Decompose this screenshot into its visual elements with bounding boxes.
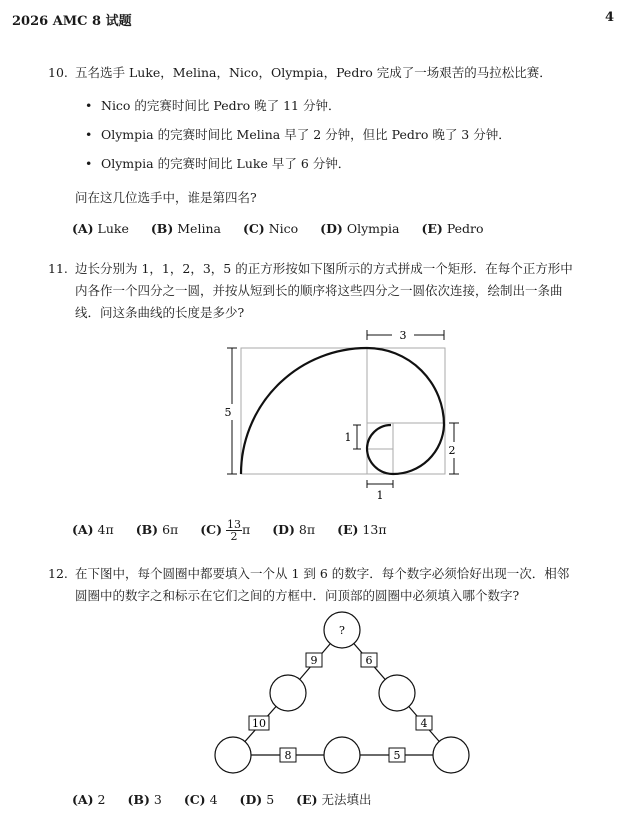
q10-choice-b: (B) Melina [150,221,221,236]
q12-box-bottom-right-value: 5 [393,749,401,762]
q11-label-bottom: 1 [376,489,384,502]
q11-label-top: 3 [399,329,407,342]
q11-line-2: 内各作一个四分之一圆，并按从短到长的顺序将这些四分之一圆依次连接，绘制出一条曲 [75,283,563,298]
page-header-title: 2026 AMC 8 试题 [12,14,132,29]
page-number: 4 [605,10,615,25]
q12-choices [72,792,390,808]
q11-choice-c-fraction: $\frac{13}{2}$ [227,518,242,543]
q11-choice-c: (C) $\frac{13}{2}$ π [200,518,251,543]
q12-circle-mid-left [270,675,306,711]
q12-box-top-right-value: 6 [365,654,373,667]
q10-choice-d: (D) Olympia [320,221,400,236]
q11-choice-e: (E) 13π [337,522,387,537]
q12-top-circle-label: ? [339,624,345,637]
q12-choice-d: (D) 5 [239,792,275,807]
q11-choice-d: (D) 8π [272,522,316,537]
q11-line-1: 边长分别为 1，1，2，3，5 的正方形按如下图所示的方式拼成一个矩形．在每个正方形中 [75,261,573,276]
q12-choice-e: (E) 无法填出 [296,792,372,807]
q10-choice-a: (A) Luke [72,221,129,236]
q10-choice-e: (E) Pedro [421,221,484,236]
q12-box-mid-right-value: 4 [420,717,428,730]
q10-stem: 五名选手 Luke，Melina，Nico，Olympia，Pedro 完成了一场艰苦的马拉松比赛． [75,65,552,80]
q10-number: 10. [48,65,68,80]
q12-circle-bottom-right [433,737,469,773]
q10-question: 问在这几位选手中，谁是第四名? [75,190,257,205]
q12-box-mid-left-value: 10 [252,717,266,730]
q12-circle-mid-right [379,675,415,711]
q11-number: 11. [48,261,68,276]
q10-bullet-2: • Olympia 的完赛时间比 Melina 早了 2 分钟，但比 Pedro 晚了 3 分钟． [101,127,511,143]
q10-choice-c: (C) Nico [242,221,299,236]
q12-line-2: 圆圈中的数字之和标示在它们之间的方框中．问顶部的圆圈中必须填入哪个数字? [75,588,520,603]
q12-number: 12. [48,566,68,581]
q10-bullet-1: • Nico 的完赛时间比 Pedro 晚了 11 分钟． [101,98,340,114]
q12-choice-c: (C) 4 [183,792,218,807]
q12-line-1: 在下图中，每个圆圈中都要填入一个从 1 到 6 的数字．每个数字必须恰好出现一次．相邻 [75,566,570,581]
q11-choice-a: (A) 4π [72,522,114,537]
q12-choice-a: (A) 2 [72,792,106,807]
q12-circle-bottom-mid [324,737,360,773]
q12-box-top-left-value: 9 [310,654,318,667]
q11-label-left: 5 [224,406,232,419]
q11-choice-b: (B) 6π [135,522,179,537]
q12-box-bottom-left-value: 8 [284,749,292,762]
q11-line-3: 线．问这条曲线的长度是多少? [75,305,245,320]
q10-bullet-3: • Olympia 的完赛时间比 Luke 早了 6 分钟． [101,156,350,172]
q11-label-right: 2 [448,444,456,457]
q12-circle-bottom-left [215,737,251,773]
q11-label-inner: 1 [344,431,352,444]
q12-choice-b: (B) 3 [127,792,162,807]
